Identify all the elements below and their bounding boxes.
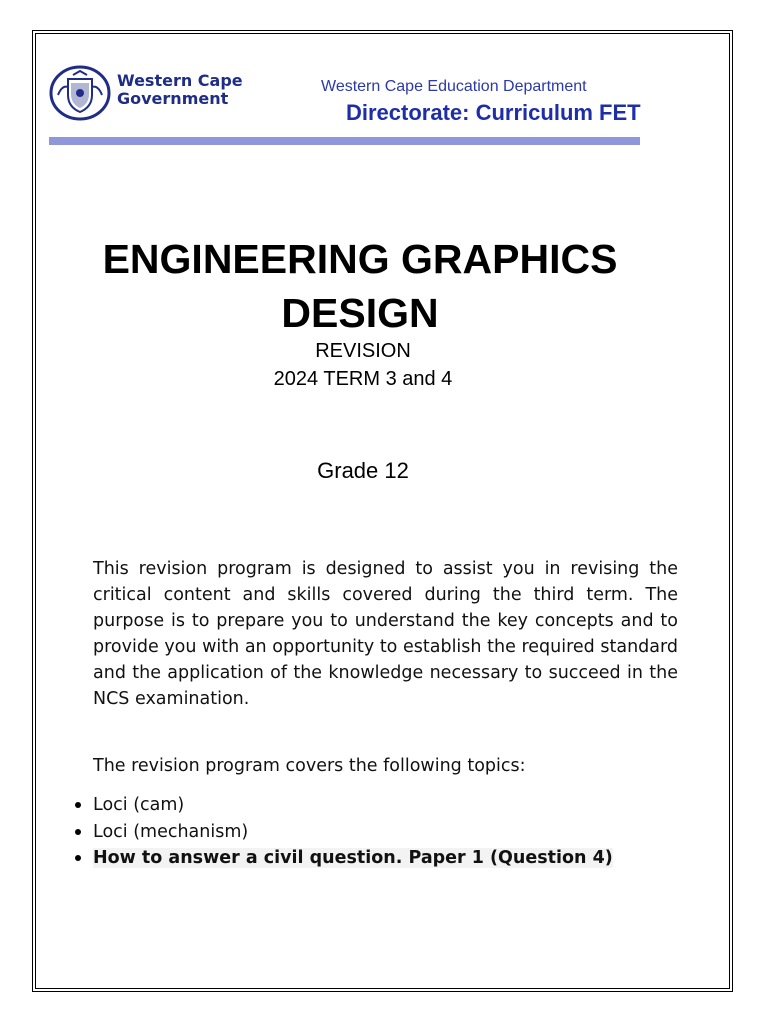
list-item: Loci (mechanism) (74, 819, 613, 846)
title-line-2: DESIGN (281, 290, 439, 336)
title-line-1: ENGINEERING GRAPHICS (102, 236, 618, 282)
logo-line-2: Government (117, 89, 229, 108)
document-title (0, 232, 720, 340)
grade-label: Grade 12 (317, 458, 409, 483)
coat-of-arms-logo (49, 65, 111, 121)
list-item-text: How to answer a civil question. Paper 1 (Question 4) (93, 848, 613, 868)
list-item: Loci (cam) (74, 792, 613, 819)
logo-line-1: Western Cape (117, 71, 243, 90)
logo-wordmark (117, 72, 243, 108)
header-divider (49, 137, 640, 145)
department-name: Western Cape Education Department (321, 78, 587, 95)
topics-list (74, 792, 613, 872)
directorate-heading: Directorate: Curriculum FET (346, 100, 641, 125)
revision-label: REVISION (315, 340, 411, 362)
topics-intro: The revision program covers the following topics: (93, 756, 526, 776)
term-label: 2024 TERM 3 and 4 (273, 368, 453, 390)
list-item (74, 845, 613, 872)
intro-paragraph: This revision program is designed to assist you in revising the critical content and skills covered during the third term. The purpose is to prepare you to understand the key concepts and to provide you with an opportunity to establish the required standard and the application of the knowledge necessary to succeed in the NCS examination. (93, 559, 678, 709)
